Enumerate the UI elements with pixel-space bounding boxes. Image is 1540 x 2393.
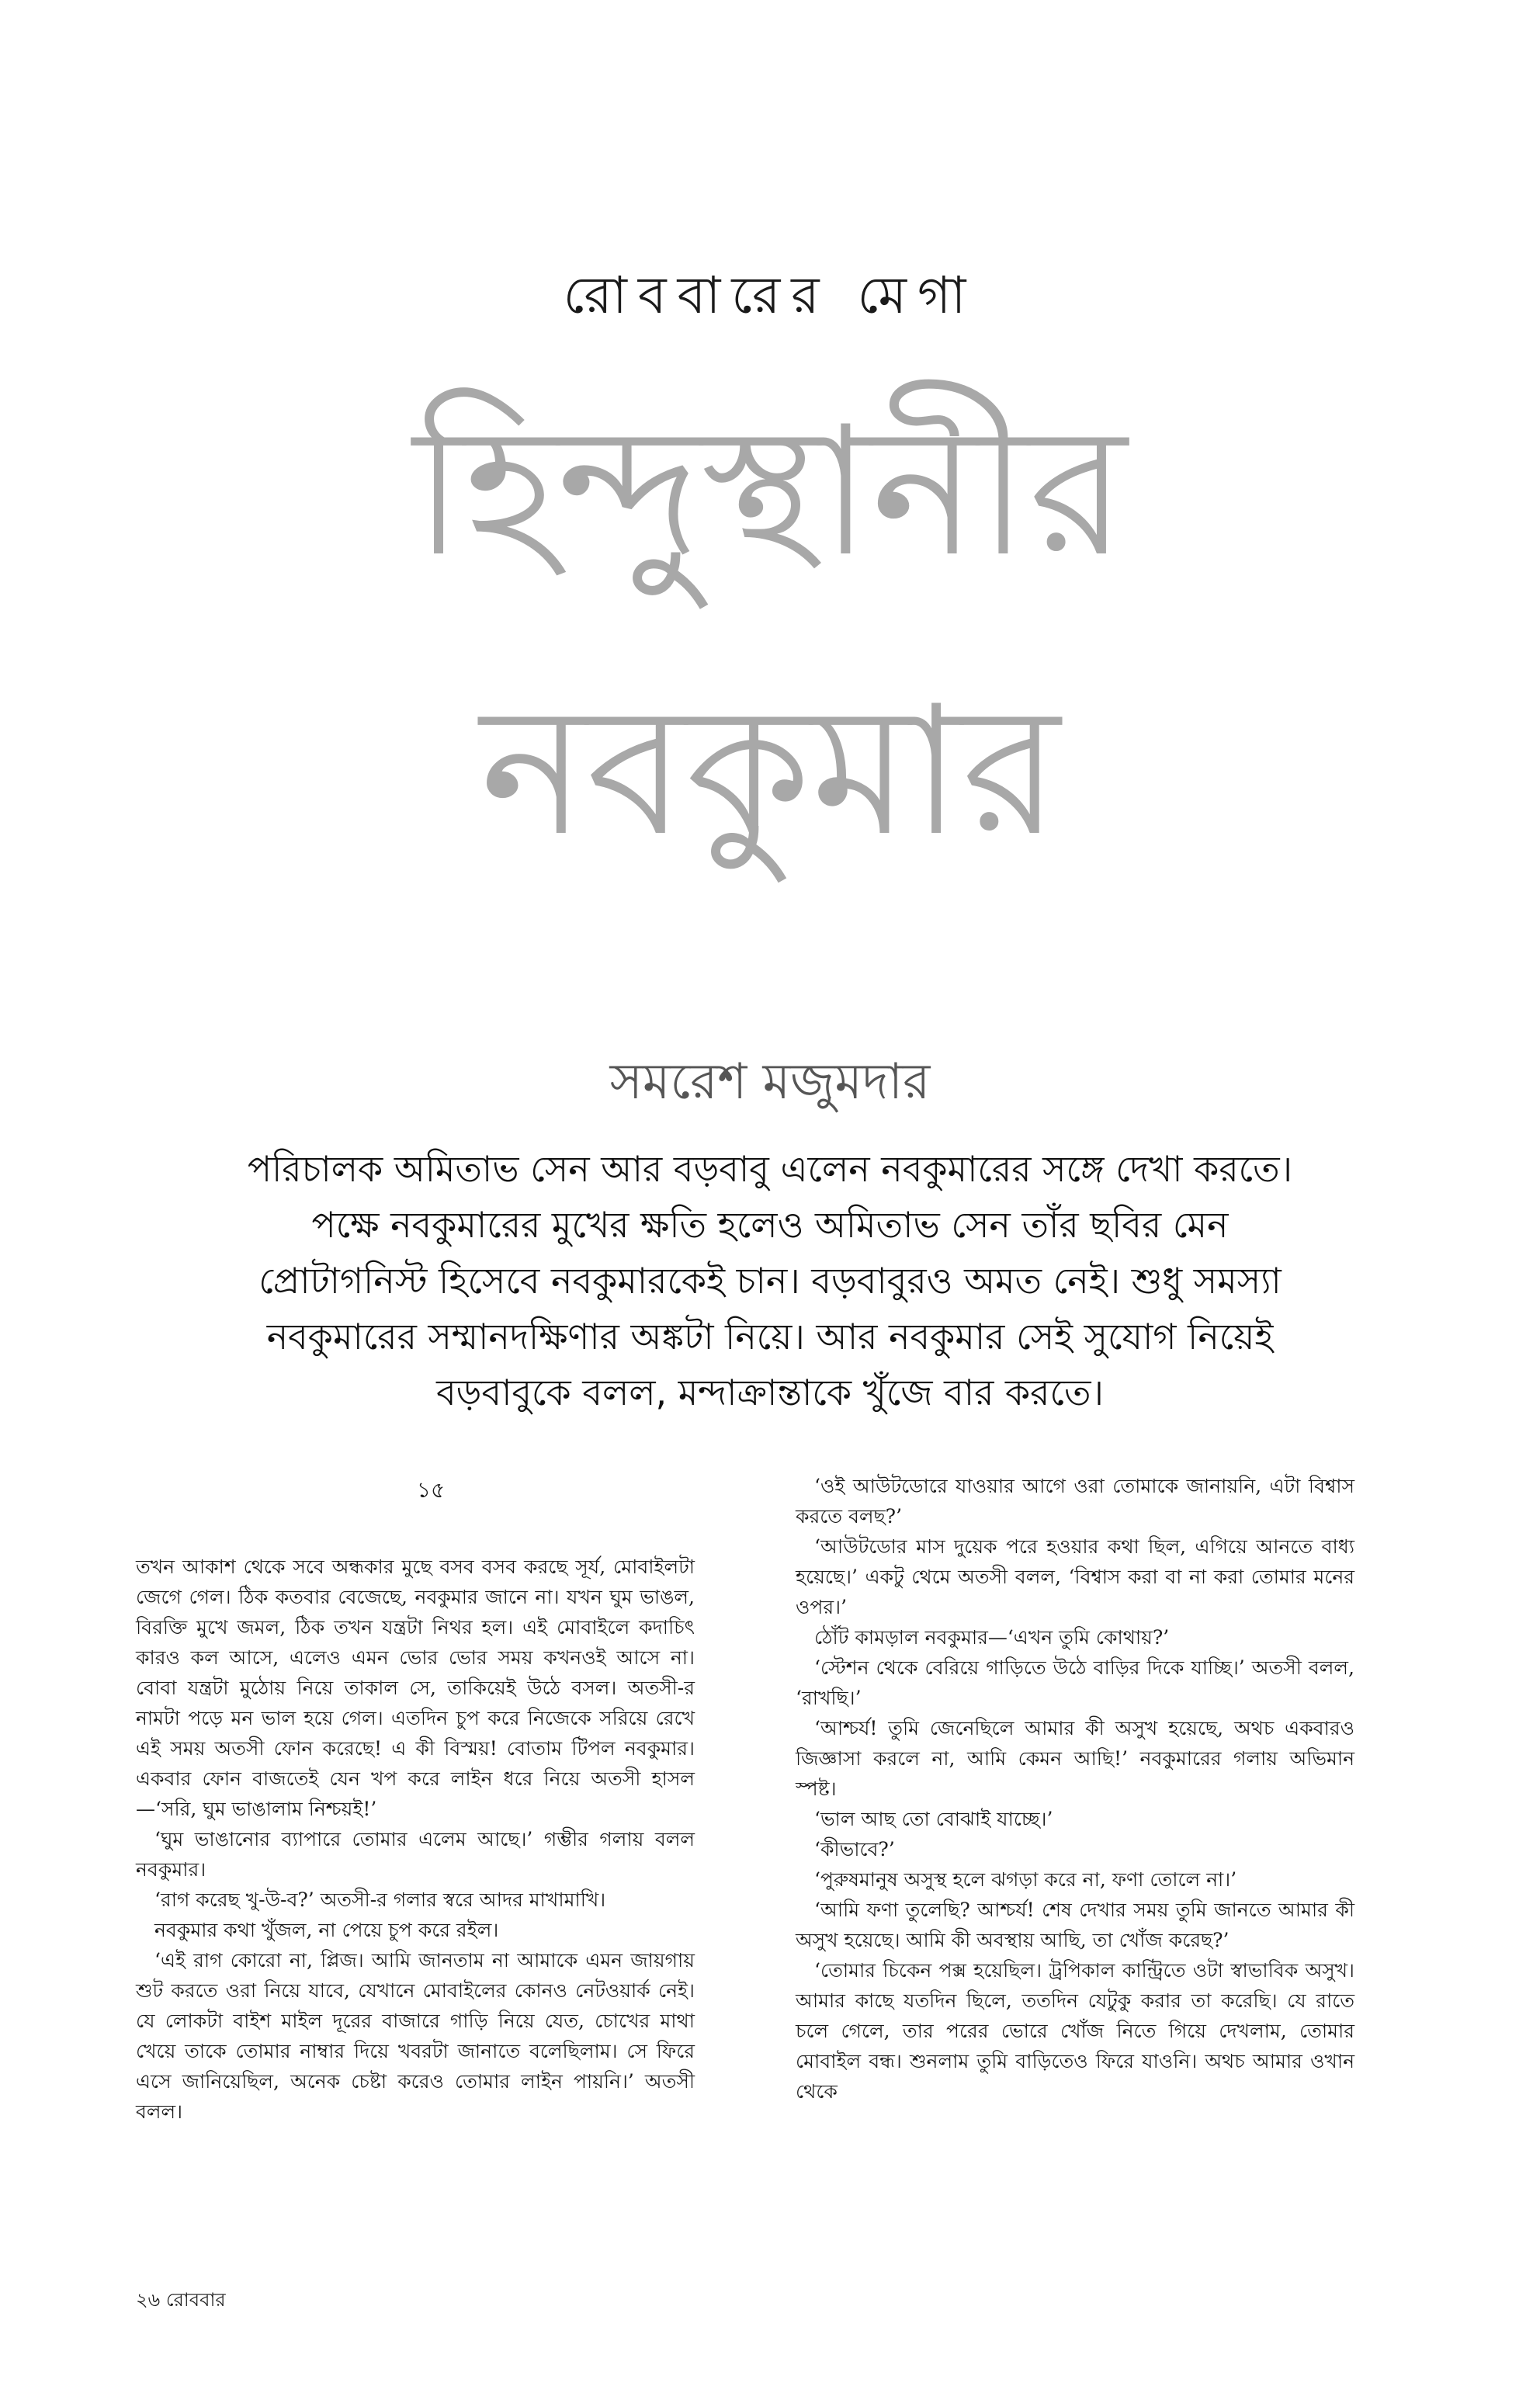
paragraph: ‘আশ্চর্য! তুমি জেনেছিলে আমার কী অসুখ হয়েছে, অথচ একবারও জিজ্ঞাসা করলে না, আমি কেমন আছি!’ নবকুমারের গলায় অভিমান স্পষ্ট। (796, 1717, 1354, 1800)
paragraph: নবকুমার কথা খুঁজল, না পেয়ে চুপ করে রইল। (154, 1919, 499, 1941)
right-text-column (796, 1471, 1354, 2107)
paragraph: তখন আকাশ থেকে সবে অন্ধকার মুছে বসব বসব করছে সূর্য, মোবাইলটা জেগে গেল। ঠিক কতবার বেজেছে, নবকুমার জানে না। যখন ঘুম ভাঙল, বিরক্তি মুখে জমল, ঠিক তখন যন্ত্রটা নিথর হল। এই মোবাইলে কদাচিৎ কারও কল আসে, এলেও এমন ভোর ভোর সময় কখনওই আসে না। বোবা যন্ত্রটা মুঠোয় নিয়ে তাকাল সে, তাকিয়েই উঠে বসল। অতসী-র নামটা পড়ে মন ভাল হয়ে গেল। এতদিন চুপ করে নিজেকে সরিয়ে রেখে এই সময় অতসী ফোন করেছে! এ কী বিস্ময়! বোতাম টিপল নবকুমার। একবার ফোন বাজতেই যেন খপ করে লাইন ধরে নিয়ে অতসী হাসল—‘সরি, ঘুম ভাঙালাম নিশ্চয়ই!’ (136, 1555, 695, 1820)
blurb-line: প্রোটাগনিস্ট হিসেবে নবকুমারকেই চান। বড়বাবুরও অমত নেই। শুধু সমস্যা (258, 1260, 1282, 1302)
paragraph: ‘তোমার চিকেন পক্স হয়েছিল। ট্রপিকাল কান্ট্রিতে ওটা স্বাভাবিক অসুখ। আমার কাছে যতদিন ছিলে, ততদিন যেটুকু করার তা করেছি। যে রাতে চলে গেলে, তার পরের ভোরে খোঁজ নিতে গিয়ে দেখলাম, তোমার মোবাইল বন্ধ। শুনলাম তুমি বাড়িতেও ফিরে যাওনি। অথচ আমার ওখান থেকে (796, 1959, 1354, 2103)
paragraph: ‘পুরুষমানুষ অসুস্থ হলে ঝগড়া করে না, ফণা তোলে না।’ (814, 1868, 1237, 1891)
blurb-line: নবকুমারের সম্মানদক্ষিণার অঙ্কটা নিয়ে। আর নবকুমার সেই সুযোগ নিয়েই (266, 1316, 1274, 1358)
story-blurb (116, 1141, 1424, 1420)
chapter-number: ১৫ (416, 1477, 446, 1503)
paragraph: ‘স্টেশন থেকে বেরিয়ে গাড়িতে উঠে বাড়ির দিকে যাচ্ছি।’ অতসী বলল, ‘রাখছি।’ (796, 1656, 1354, 1709)
page-folio: ২৬ রোববার (136, 2289, 226, 2311)
paragraph: ‘রাগ করেছ খু-উ-ব?’ অতসী-র গলার স্বরে আদর মাখামাখি। (154, 1888, 606, 1911)
paragraph: ‘ওই আউটডোরে যাওয়ার আগে ওরা তোমাকে জানায়নি, এটা বিশ্বাস করতে বলছ?’ (796, 1475, 1354, 1528)
author-byline: সমরেশ মজুমদার (609, 1053, 931, 1111)
section-kicker: রোববারের মেগা (563, 265, 977, 325)
paragraph: ‘কীভাবে?’ (814, 1838, 895, 1861)
paragraph: ‘আমি ফণা তুলেছি? আশ্চর্য! শেষ দেখার সময় তুমি জানতে আমার কী অসুখ হয়েছে। আমি কী অবস্থায় আছি, তা খোঁজ করেছ?’ (796, 1899, 1354, 1951)
paragraph: ‘ভাল আছ তো বোঝাই যাচ্ছে।’ (814, 1808, 1053, 1830)
paragraph: ঠোঁট কামড়াল নবকুমার—‘এখন তুমি কোথায়?’ (814, 1626, 1170, 1649)
paragraph: ‘আউটডোর মাস দুয়েক পরে হওয়ার কথা ছিল, এগিয়ে আনতে বাধ্য হয়েছে।’ একটু থেমে অতসী বলল, ‘বিশ্বাস করা বা না করা তোমার মনের ওপর।’ (796, 1535, 1354, 1618)
left-text-column (136, 1475, 695, 2127)
story-title-line-1: হিন্দুস্থানীর (413, 389, 1127, 596)
paragraph: ‘ঘুম ভাঙানোর ব্যাপারে তোমার এলেম আছে।’ গম্ভীর গলায় বলল নবকুমার। (136, 1828, 695, 1881)
story-title-line-2: নবকুমার (480, 668, 1060, 876)
blurb-line: পক্ষে নবকুমারের মুখের ক্ষতি হলেও অমিতাভ সেন তাঁর ছবির মেন (311, 1204, 1229, 1246)
paragraph: ‘এই রাগ কোরো না, প্লিজ। আমি জানতাম না আমাকে এমন জায়গায় শুট করতে ওরা নিয়ে যাবে, যেখানে মোবাইলের কোনও নেটওয়ার্ক নেই। যে লোকটা বাইশ মাইল দূরের বাজারে গাড়ি নিয়ে যেত, চোখের মাথা খেয়ে তাকে তোমার নাম্বার দিয়ে খবরটা জানাতে বলেছিলাম। সে ফিরে এসে জানিয়েছিল, অনেক চেষ্টা করেও তোমার লাইন পায়নি।’ অতসী বলল। (136, 1949, 695, 2123)
blurb-line: বড়বাবুকে বলল, মন্দাক্রান্তাকে খুঁজে বার করতে। (436, 1372, 1104, 1413)
blurb-line: পরিচালক অমিতাভ সেন আর বড়বাবু এলেন নবকুমারের সঙ্গে দেখা করতে। (247, 1148, 1293, 1190)
